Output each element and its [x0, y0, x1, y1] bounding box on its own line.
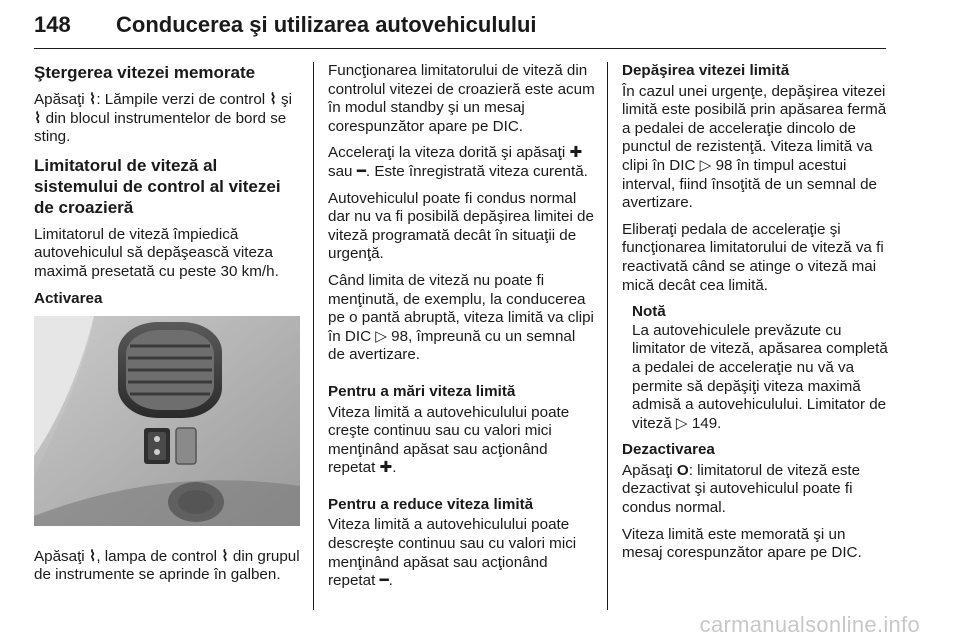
note-box [622, 303, 890, 433]
paragraph-decrease-limit: Viteza limită a autovehiculului poate descreşte continuu sau cu valori mici menţinând apăsat sau acţionând repetat ━. [328, 516, 577, 590]
paragraph-limit-not-kept: Când limita de viteză nu poate fi menţinută, de exemplu, la conducerea pe o pantă abruptă, viteza limită va clipi în DIC ▷ 98, împreună cu un semnal de avertizare. [328, 271, 594, 364]
cruise-control-icon: ⌇ [34, 109, 42, 127]
page-number: 148 [34, 12, 71, 37]
speed-limiter-icon: ⌇ [269, 91, 277, 108]
paragraph-increase-limit: Viteza limită a autovehiculului poate creşte continuu sau cu valori mici menţinând apăsat sau acţionând repetat ✚. [328, 403, 570, 477]
paragraph-accelerate: Acceleraţi la viteza dorită şi apăsaţi ✚ sau ━. Este înregistrată viteza curentă. [328, 144, 588, 180]
page-header [34, 8, 886, 49]
page-reference-icon: ▷ [699, 156, 712, 174]
page-reference-icon: ▷ [675, 414, 688, 432]
heading-delete-speed: Ştergerea vitezei memorate [34, 63, 256, 82]
minus-icon: ━ [356, 162, 366, 180]
off-button-icon: O [676, 461, 689, 479]
watermark: carmanualsonline.info [699, 612, 920, 637]
heading-speed-limiter: Limitatorul de viteză al sistemului de control al vitezei de croazieră [34, 155, 281, 217]
column-divider-2 [607, 62, 608, 610]
heading-decrease-limit: Pentru a reduce viteza limită [328, 495, 534, 513]
heading-exceed-limit: Depăşirea vitezei limită [622, 62, 790, 79]
minus-icon: ━ [379, 572, 389, 590]
paragraph-delete-speed: Apăsaţi ⌇: Lămpile verzi de control ⌇ şi ⌇ din blocul instrumentelor de bord se sting. [34, 91, 292, 146]
paragraph-memorized: Viteza limită este memorată şi un mesaj corespunzător apare pe DIC. [622, 525, 862, 562]
paragraph-deactivation: Apăsaţi O: limitatorul de viteză este dezactivat şi autovehiculul poate fi condus normal. [622, 461, 861, 517]
paragraph-speed-limiter: Limitatorul de viteză împiedică autovehiculul să depăşească viteza maximă presetată cu peste 30 km/h. [34, 225, 279, 280]
column-divider-1 [313, 62, 314, 610]
heading-deactivation: Dezactivarea [622, 441, 715, 459]
paragraph-press-limiter: Apăsaţi ⌇, lampa de control ⌇ din grupul de instrumente se aprinde în galben. [34, 547, 300, 584]
paragraph-standby: Funcţionarea limitatorului de viteză din controlul vitezei de croazieră este acum în modul standby şi un mesaj corespunzător apare pe DIC. [328, 62, 595, 135]
heading-activation: Activarea [34, 289, 103, 307]
plus-icon: ✚ [569, 144, 583, 162]
column-3 [622, 62, 890, 571]
page-reference-icon: ▷ [375, 327, 387, 345]
plus-icon: ✚ [379, 459, 393, 477]
column-2 [328, 62, 596, 599]
note-title: Notă [632, 303, 666, 321]
chapter-title: Conducerea şi utilizarea autovehiculului [116, 12, 537, 37]
paragraph-exceed-limit: În cazul unei urgenţe, depăşirea vitezei limită este posibilă prin apăsarea fermă a pedalei de acceleraţie dincolo de punctul de rezistenţă. Viteza limită va clipi în DIC ▷ 98 în timpul acestui interval, fiind însoţită de un semnal de avertizare. [622, 82, 887, 212]
note-text: La autovehiculele prevăzute cu limitator de viteză, apăsarea completă a pedalei de acceleraţie nu vă va permite să depăşiţi viteza maximă admisă a autovehiculului. Limitator de viteză ▷ 149. [632, 321, 888, 432]
dashboard-switch-photo [34, 316, 300, 526]
paragraph-release-pedal: Eliberaţi pedala de acceleraţie şi funcţionarea limitatorului de viteză va fi reactivată când se atinge o viteză mai mică decât cea limită. [622, 220, 884, 294]
heading-increase-limit: Pentru a mări viteza limită [328, 382, 516, 400]
speed-limiter-icon: ⌇ [88, 91, 97, 108]
column-1 [34, 62, 300, 593]
paragraph-normal-driving: Autovehiculul poate fi condus normal dar nu va fi posibilă depăşirea limitei de viteză programată decât în situaţii de urgenţă. [328, 189, 594, 263]
speed-limiter-icon: ⌇ [221, 547, 229, 565]
speed-limiter-icon: ⌇ [88, 547, 97, 565]
